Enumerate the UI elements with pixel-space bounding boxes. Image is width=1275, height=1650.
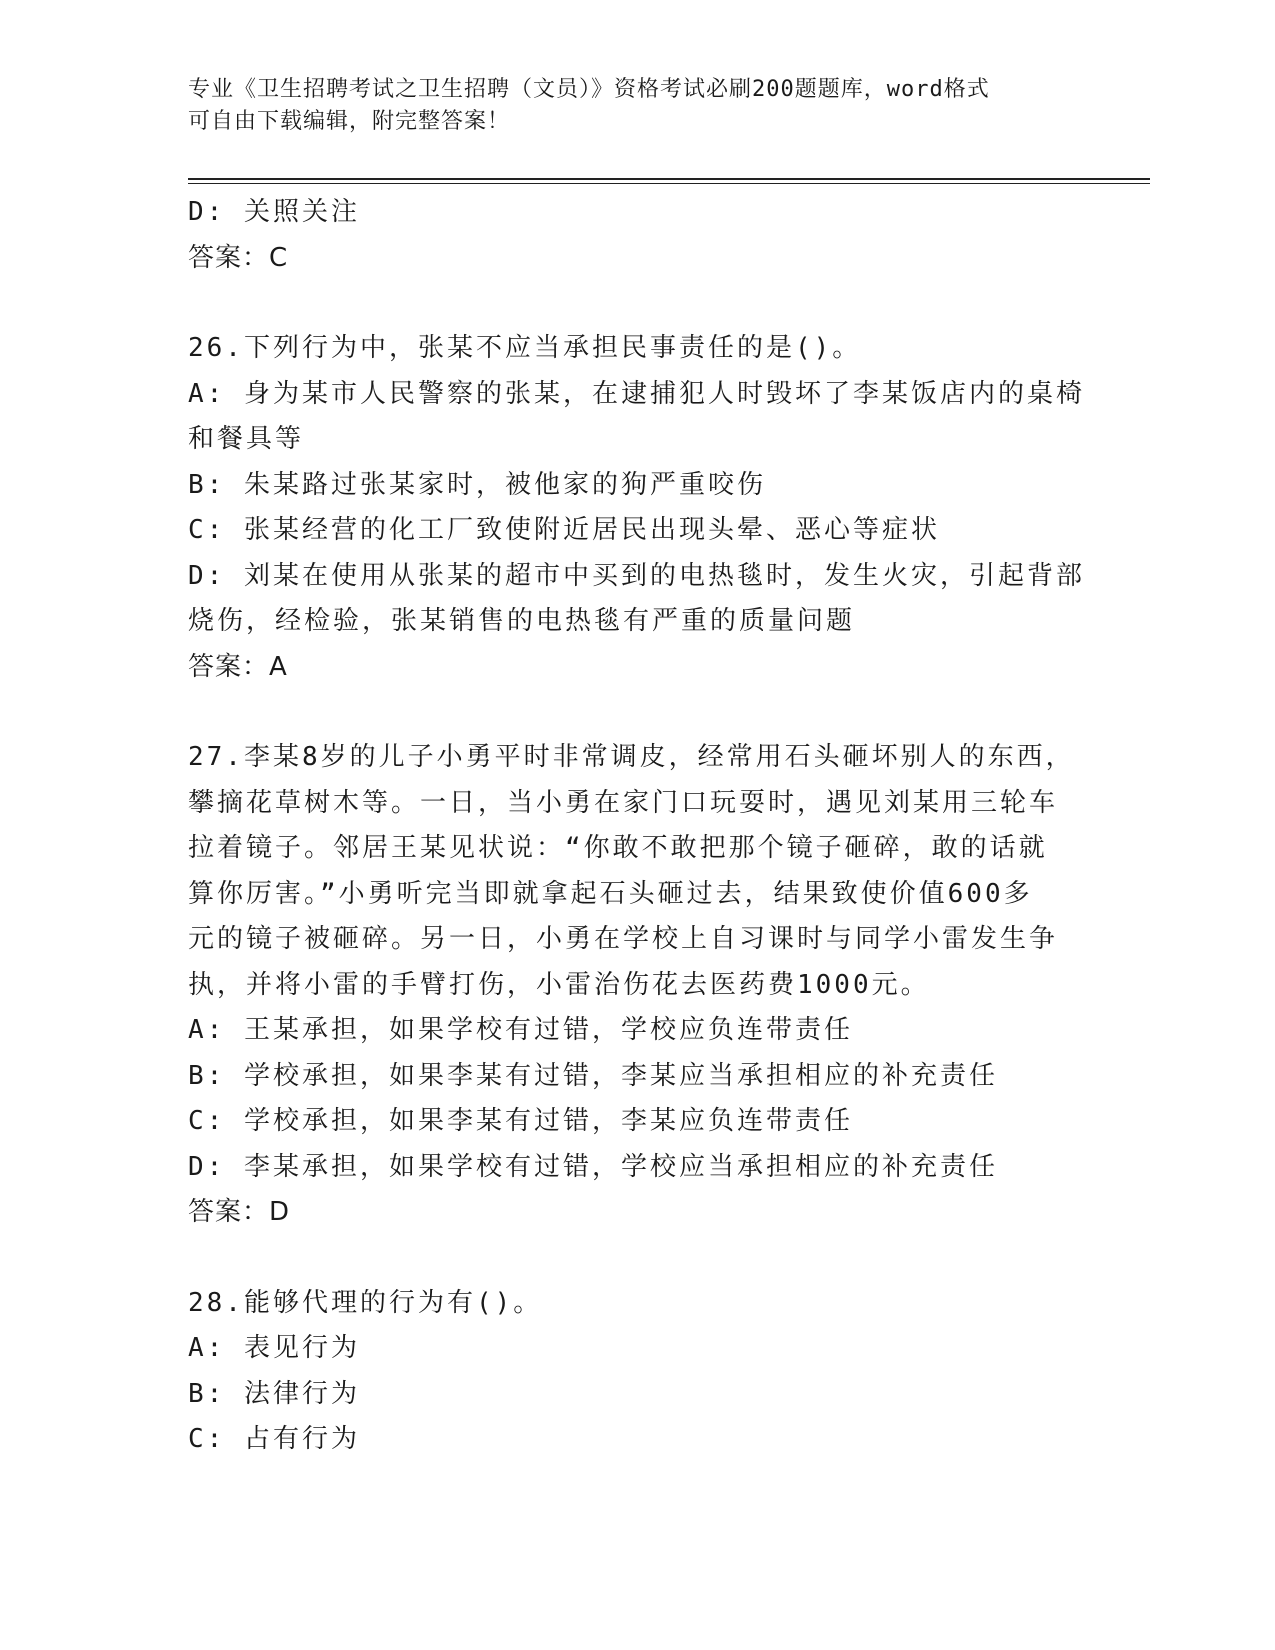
question-26-stem: 26.下列行为中，张某不应当承担民事责任的是()。 <box>188 333 862 363</box>
document-body <box>188 190 1088 1463</box>
document-header <box>188 74 1088 138</box>
question-25 <box>188 190 1088 281</box>
question-26 <box>188 326 1088 690</box>
question-27-option-d: D: 李某承担，如果学校有过错，学校应当承担相应的补充责任 <box>188 1151 998 1182</box>
question-27-option-b: B: 学校承担，如果李某有过错，李某应当承担相应的补充责任 <box>188 1060 998 1091</box>
question-26-option-d-line-2: 烧伤，经检验，张某销售的电热毯有严重的质量问题 <box>188 606 856 636</box>
question-27-stem-line-6: 执，并将小雷的手臂打伤，小雷治伤花去医药费1000元。 <box>188 969 930 1000</box>
header-title-line-2: 可自由下载编辑，附完整答案！ <box>188 109 511 134</box>
question-27-stem-line-4: 算你厉害。”小勇听完当即就拿起石头砸过去，结果致使价值600多 <box>188 878 1033 909</box>
question-26-option-a-line-2: 和餐具等 <box>188 424 305 454</box>
question-26-answer: 答案：A <box>188 651 288 682</box>
question-27-option-c: C: 学校承担，如果李某有过错，李某应负连带责任 <box>188 1106 853 1136</box>
question-27-stem-line-2: 攀摘花草树木等。一日，当小勇在家门口玩耍时，遇见刘某用三轮车 <box>188 787 1059 818</box>
question-28-option-c: C: 占有行为 <box>188 1424 360 1454</box>
question-28 <box>188 1281 1088 1463</box>
header-divider-thick <box>188 178 1150 180</box>
question-26-option-d-line-1: D: 刘某在使用从张某的超市中买到的电热毯时，发生火灾，引起背部 <box>188 560 1085 591</box>
question-28-option-a: A: 表见行为 <box>188 1333 360 1363</box>
header-title-line-1: 专业《卫生招聘考试之卫生招聘（文员）》资格考试必刷200题题库，word格式 <box>188 77 990 102</box>
question-27 <box>188 735 1088 1236</box>
question-28-option-b: B: 法律行为 <box>188 1378 360 1409</box>
question-27-stem-line-1: 27.李某8岁的儿子小勇平时非常调皮，经常用石头砸坏别人的东西， <box>188 742 1075 772</box>
question-27-answer: 答案：D <box>188 1197 291 1227</box>
question-27-option-a: A: 王某承担，如果学校有过错，学校应负连带责任 <box>188 1015 853 1045</box>
question-26-option-a-line-1: A: 身为某市人民警察的张某，在逮捕犯人时毁坏了李某饭店内的桌椅 <box>188 378 1085 409</box>
question-25-option-d: D: 关照关注 <box>188 197 360 227</box>
question-27-stem-line-3: 拉着镜子。邻居王某见状说：“你敢不敢把那个镜子砸碎，敢的话就 <box>188 833 1048 863</box>
question-26-option-c: C: 张某经营的化工厂致使附近居民出现头晕、恶心等症状 <box>188 515 940 545</box>
question-27-stem-line-5: 元的镜子被砸碎。另一日，小勇在学校上自习课时与同学小雷发生争 <box>188 924 1059 954</box>
question-28-stem: 28.能够代理的行为有()。 <box>188 1287 543 1318</box>
question-25-answer: 答案：C <box>188 242 289 273</box>
question-26-option-b: B: 朱某路过张某家时，被他家的狗严重咬伤 <box>188 469 766 500</box>
header-divider-thin <box>188 183 1150 184</box>
